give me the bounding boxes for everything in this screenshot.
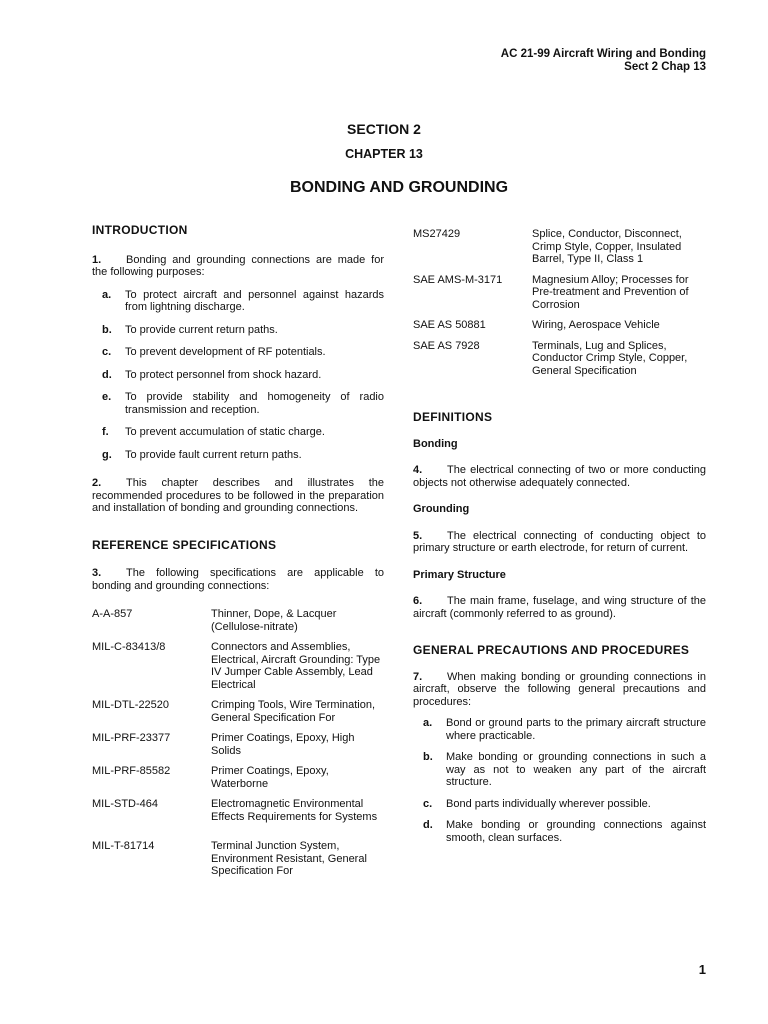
list-text: To protect personnel from shock hazard. <box>125 368 322 381</box>
list-letter: g. <box>102 448 112 461</box>
list-text: To prevent accumulation of static charge. <box>125 426 325 438</box>
spec-row <box>413 228 706 266</box>
paragraph-6 <box>413 595 706 620</box>
page-title: BONDING AND GROUNDING <box>289 179 509 196</box>
spec-description: Connectors and Assemblies, Electrical, Aircraft Grounding: Type IV Jumper Cable Assembly, Lead Electrical <box>211 641 381 691</box>
primary-structure-subheading: Primary Structure <box>413 568 506 581</box>
spec-id: MIL-T-81714 <box>92 840 155 852</box>
list-letter: a. <box>423 717 433 729</box>
paragraph-text: The following specifications are applicable to bonding and grounding connections: <box>92 567 384 592</box>
list-letter: c. <box>102 346 112 358</box>
list-letter: b. <box>102 323 112 336</box>
introduction-heading: INTRODUCTION <box>92 223 188 237</box>
paragraph-5 <box>413 530 706 555</box>
spec-description: Crimping Tools, Wire Termination, General Specification For <box>211 699 376 724</box>
spec-description: Primer Coatings, Epoxy, High Solids <box>211 732 355 757</box>
reference-specifications-heading: REFERENCE SPECIFICATIONS <box>92 537 277 552</box>
spec-id: MIL-PRF-85582 <box>92 765 171 777</box>
spec-id: MIL-DTL-22520 <box>92 699 170 711</box>
list-text: Bond or ground parts to the primary aircraft structure where practicable. <box>446 717 706 742</box>
spec-row <box>92 765 384 790</box>
spec-row <box>92 840 384 878</box>
paragraph-2 <box>92 477 384 515</box>
paragraph-1 <box>92 254 384 279</box>
paragraph-number: 7. <box>413 670 423 683</box>
spec-description: Primer Coatings, Epoxy, Waterborne <box>211 765 329 790</box>
paragraph-number: 3. <box>92 567 102 579</box>
list-text: To provide current return paths. <box>125 323 278 336</box>
spec-row <box>92 699 384 724</box>
list-item <box>413 751 706 789</box>
spec-id: MIL-C-83413/8 <box>92 641 166 653</box>
list-item <box>92 324 384 337</box>
paragraph-4 <box>413 464 706 489</box>
list-item <box>92 391 384 416</box>
spec-row <box>413 340 706 378</box>
bonding-subheading: Bonding <box>413 437 458 450</box>
list-text: To protect aircraft and personnel against hazards from lightning discharge. <box>125 288 384 313</box>
paragraph-text: When making bonding or grounding connections in aircraft, observe the following general precautions and procedures: <box>413 670 706 708</box>
spec-id: MIL-STD-464 <box>92 798 159 810</box>
general-precautions-heading: GENERAL PRECAUTIONS AND PROCEDURES <box>413 643 690 657</box>
paragraph-number: 2. <box>92 477 102 489</box>
grounding-subheading: Grounding <box>413 503 470 515</box>
paragraph-number: 4. <box>413 464 423 476</box>
spec-id: A-A-857 <box>92 608 133 620</box>
list-text: Make bonding or grounding connections in such a way as not to weaken any part of the aircraft structure. <box>446 751 706 788</box>
list-letter: c. <box>423 797 433 810</box>
left-column <box>92 224 384 878</box>
list-text: To prevent development of RF potentials. <box>125 346 326 358</box>
list-text: To provide stability and homogeneity of radio transmission and reception. <box>125 391 384 416</box>
spec-description: Splice, Conductor, Disconnect, Crimp Style, Copper, Insulated Barrel, Type II, Class 1 <box>532 228 682 265</box>
header-document-title: AC 21-99 Aircraft Wiring and Bonding <box>500 48 706 60</box>
spec-description: Magnesium Alloy; Processes for Pre-treatment and Prevention of Corrosion <box>532 273 689 311</box>
definitions-heading: DEFINITIONS <box>413 410 493 424</box>
spec-row <box>92 798 384 823</box>
right-column <box>413 228 706 844</box>
list-item <box>92 449 384 462</box>
paragraph-number: 1. <box>92 253 102 266</box>
header-section-chapter: Sect 2 Chap 13 <box>624 61 706 73</box>
spec-id: SAE AMS-M-3171 <box>413 273 503 286</box>
paragraph-text: The electrical connecting of conducting object to primary structure or earth electrode, for return of current. <box>413 529 706 554</box>
list-text: Make bonding or grounding connections against smooth, clean surfaces. <box>446 819 706 844</box>
spec-row <box>92 732 384 757</box>
spec-id: SAE AS 50881 <box>413 319 486 331</box>
list-item <box>92 426 384 439</box>
spec-row <box>92 608 384 633</box>
spec-row <box>413 274 706 312</box>
spec-id: MIL-PRF-23377 <box>92 732 171 744</box>
spec-id: MS27429 <box>413 228 461 240</box>
list-letter: e. <box>102 391 112 403</box>
paragraph-number: 5. <box>413 529 423 542</box>
spec-description: Wiring, Aerospace Vehicle <box>532 319 660 331</box>
list-item <box>413 798 706 811</box>
list-item <box>92 289 384 314</box>
running-header <box>501 48 706 74</box>
list-letter: a. <box>102 288 112 301</box>
spec-description: Thinner, Dope, & Lacquer (Cellulose-nitrate) <box>211 608 337 633</box>
paragraph-text: Bonding and grounding connections are made for the following purposes: <box>92 253 384 278</box>
list-text: To provide fault current return paths. <box>125 448 302 461</box>
paragraph-text: The main frame, fuselage, and wing structure of the aircraft (commonly referred to as ground). <box>413 595 706 620</box>
paragraph-number: 6. <box>413 595 423 607</box>
list-text: Bond parts individually wherever possible. <box>446 797 651 810</box>
paragraph-text: This chapter describes and illustrates the recommended procedures to be followed in the preparation and installation of bonding and grounding connections. <box>92 477 384 514</box>
spec-description: Terminals, Lug and Splices, Conductor Crimp Style, Copper, General Specification <box>532 339 688 377</box>
paragraph-7 <box>413 671 706 709</box>
section-title: SECTION 2 <box>347 121 421 137</box>
page-number: 1 <box>698 962 706 977</box>
spec-row <box>413 319 706 332</box>
list-letter: b. <box>423 751 433 763</box>
spec-description: Electromagnetic Environmental Effects Requirements for Systems <box>211 798 378 823</box>
list-letter: f. <box>102 426 109 438</box>
list-letter: d. <box>423 819 433 831</box>
list-item <box>92 369 384 382</box>
list-item <box>413 717 706 742</box>
spec-id: SAE AS 7928 <box>413 339 480 352</box>
spec-description: Terminal Junction System, Environment Resistant, General Specification For <box>211 840 367 877</box>
paragraph-text: The electrical connecting of two or more conducting objects not otherwise adequately connected. <box>413 464 706 489</box>
list-item <box>413 819 706 844</box>
list-item <box>92 346 384 359</box>
chapter-title: CHAPTER 13 <box>345 147 423 161</box>
list-letter: d. <box>102 368 112 381</box>
paragraph-3 <box>92 567 384 592</box>
spec-row <box>92 641 384 691</box>
